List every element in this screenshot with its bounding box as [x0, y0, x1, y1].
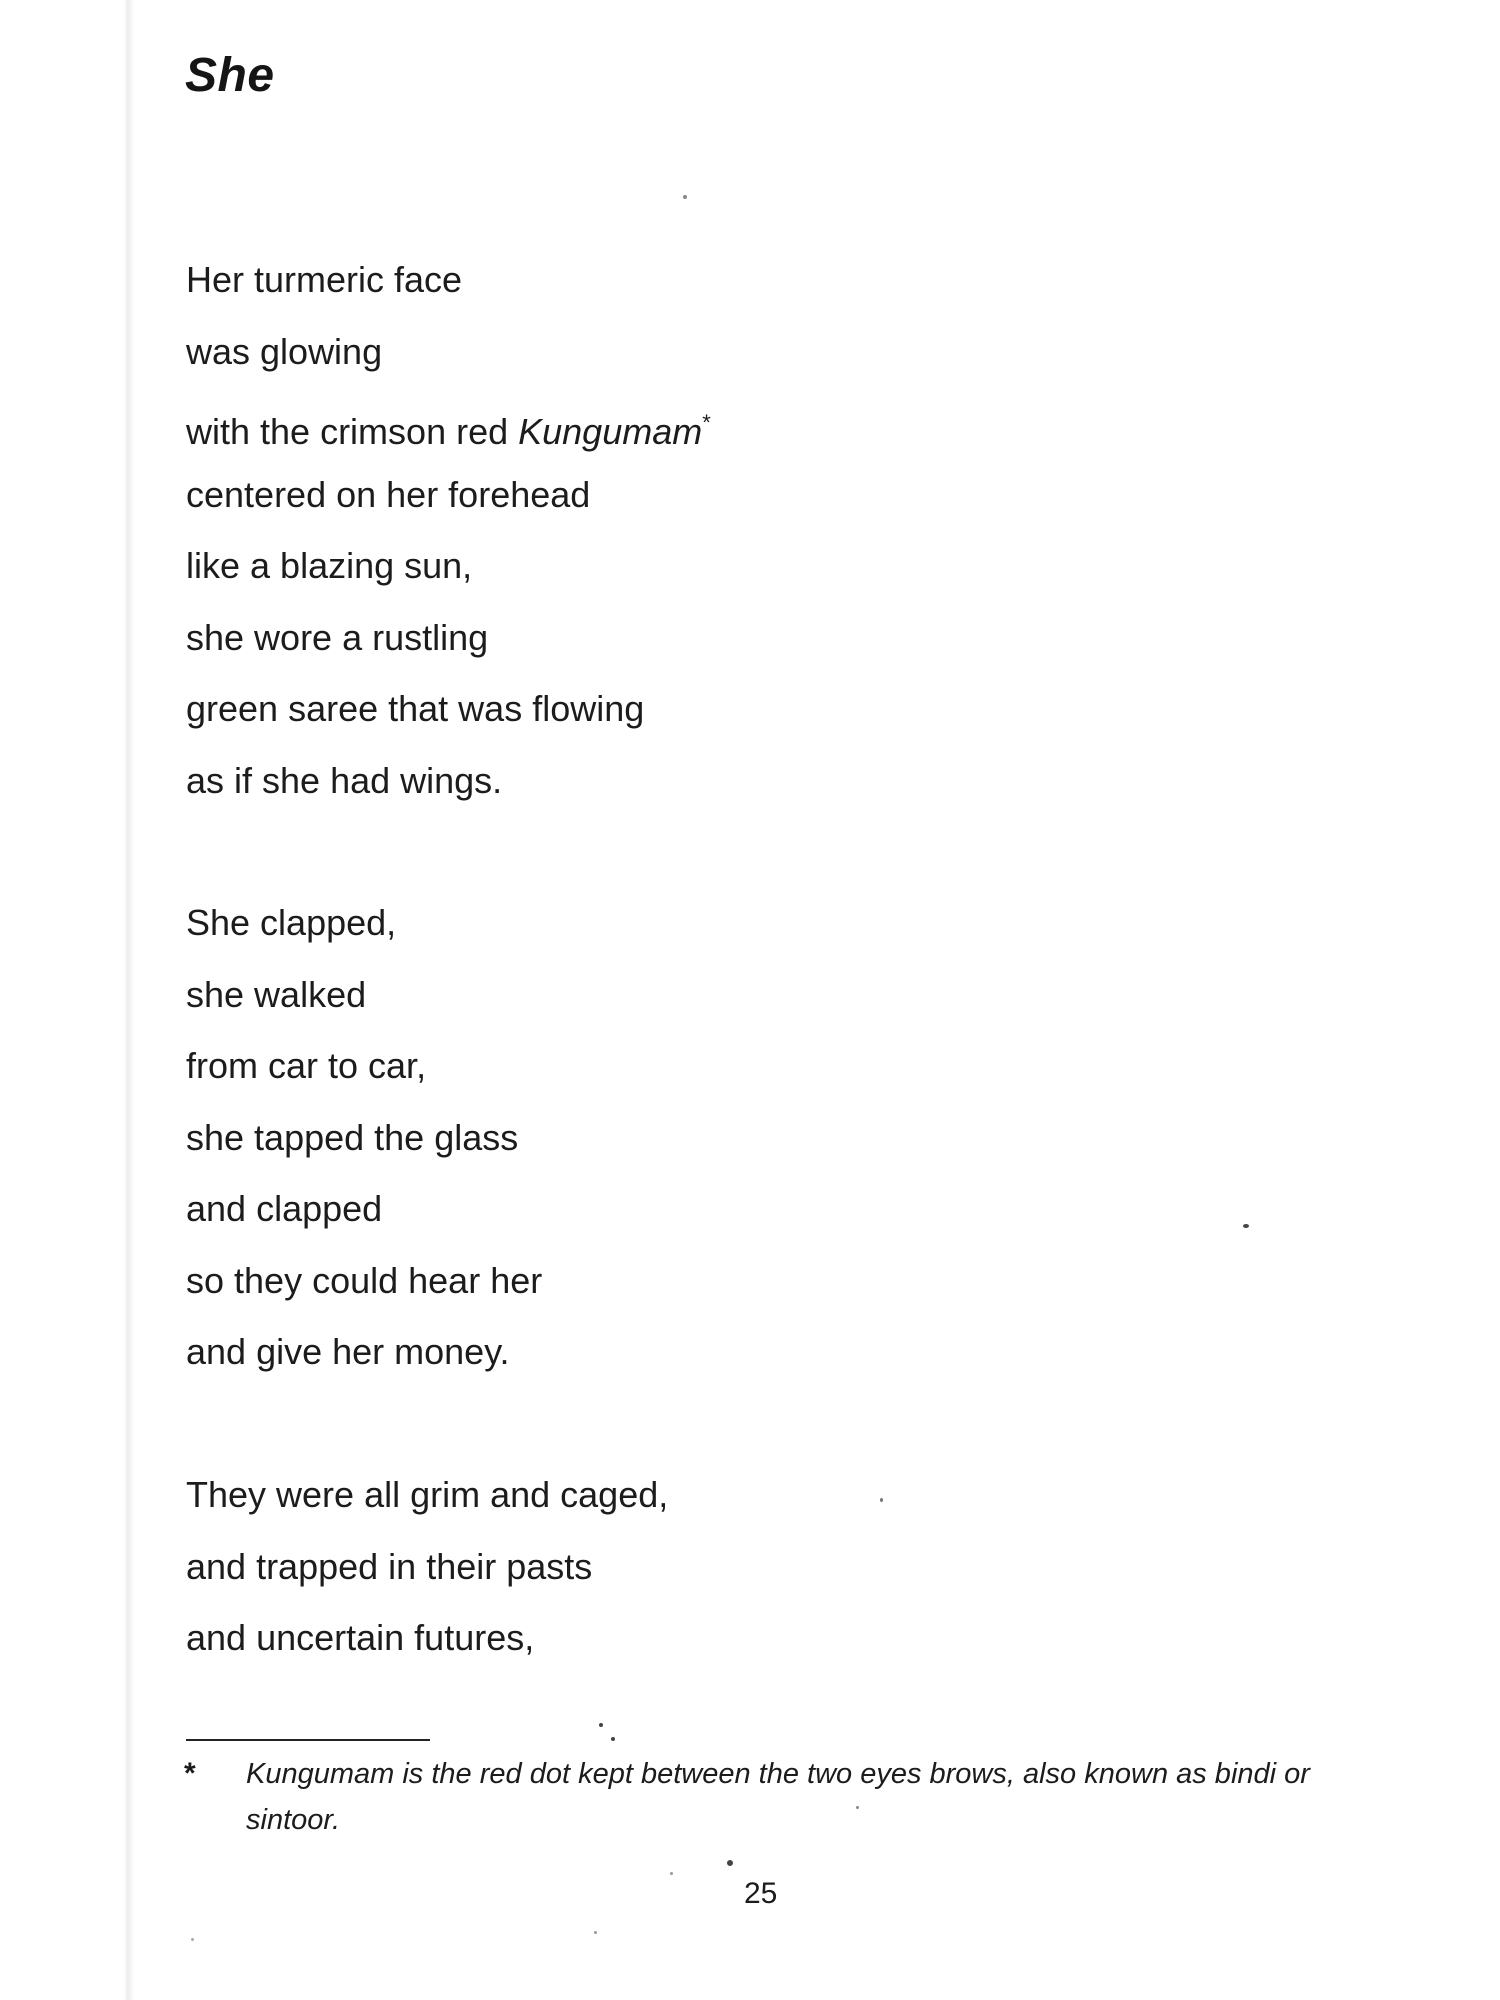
poem-line: green saree that was flowing	[186, 688, 645, 729]
poem-line: They were all grim and caged,	[186, 1474, 669, 1515]
footnote-text: Kungumam is the red dot kept between the two eyes brows, also known as bindi or sintoor.	[246, 1758, 1310, 1836]
scan-speck	[191, 1938, 194, 1941]
poem-line: She clapped,	[186, 902, 397, 943]
poem-line: from car to car,	[186, 1045, 427, 1086]
footnote-divider	[186, 1739, 430, 1741]
scan-speck	[611, 1737, 615, 1741]
stanza-3	[186, 1459, 668, 1674]
page-gutter-shadow	[0, 0, 135, 2000]
poem-line: Her turmeric face	[186, 259, 463, 300]
poem-line: so they could hear her	[186, 1259, 543, 1301]
poem-title: She	[185, 49, 275, 102]
kungumam-term: Kungumam	[518, 411, 703, 452]
page-number: 25	[744, 1877, 778, 1910]
scan-speck	[727, 1860, 733, 1866]
poem-line: and give her money.	[186, 1331, 510, 1372]
footnote-reference: *	[702, 410, 711, 435]
scan-speck	[1243, 1224, 1249, 1228]
poem-line: she wore a rustling	[186, 616, 489, 658]
poem-line: was glowing	[186, 330, 383, 372]
stanza-1	[186, 244, 711, 816]
scan-speck	[599, 1723, 603, 1727]
scan-speck	[594, 1931, 597, 1934]
poem-line: she walked	[186, 973, 367, 1015]
poem-line: centered on her forehead	[186, 473, 591, 515]
scan-speck	[670, 1872, 673, 1875]
scan-speck	[880, 1498, 883, 1502]
footnote-marker: *	[184, 1757, 196, 1790]
scan-speck	[856, 1806, 859, 1809]
poem-line: like a blazing sun,	[186, 545, 473, 586]
poem-line: and clapped	[186, 1188, 383, 1229]
poem-line: and uncertain futures,	[186, 1617, 535, 1658]
poem-line-with-footnote	[186, 387, 711, 459]
poem-line: she tapped the glass	[186, 1116, 519, 1158]
stanza-2	[186, 887, 542, 1388]
poem-line: as if she had wings.	[186, 759, 503, 801]
poem-line: and trapped in their pasts	[186, 1545, 593, 1587]
poem-line-text: with the crimson red	[186, 411, 519, 452]
scan-speck	[683, 195, 687, 199]
